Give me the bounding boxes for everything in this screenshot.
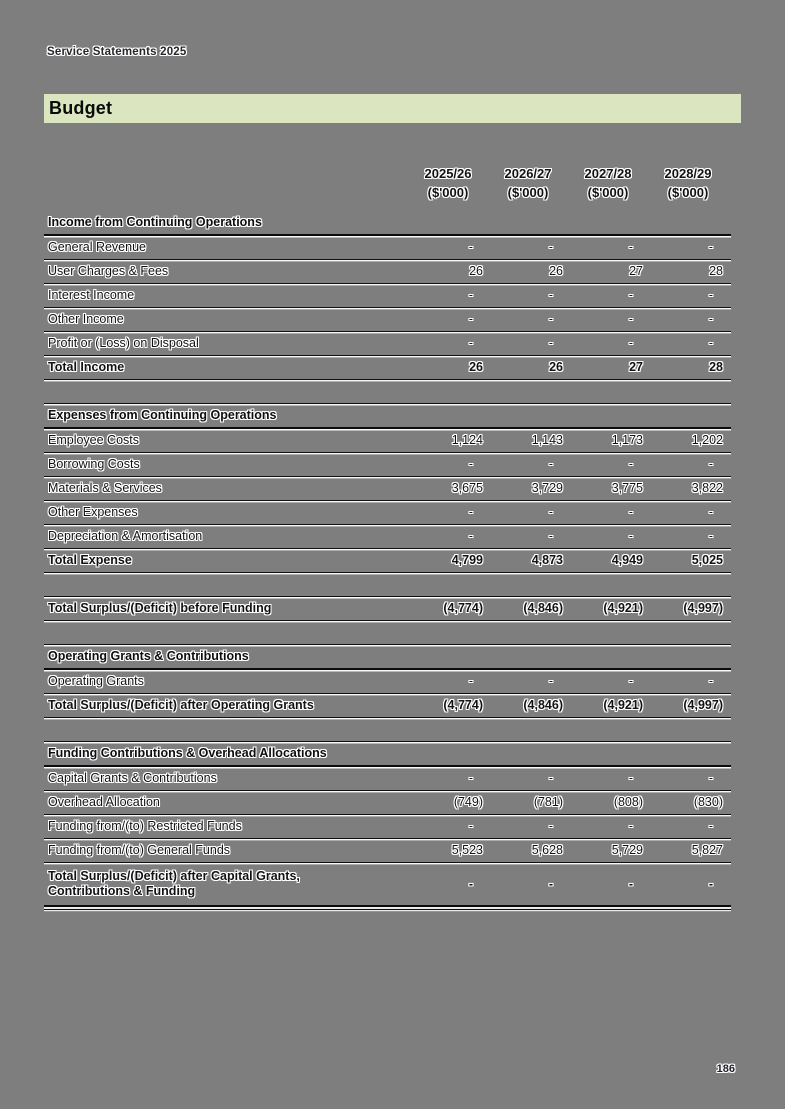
- cell-value: -: [548, 529, 553, 543]
- cell-value: 4,949: [611, 553, 643, 567]
- row-label: Profit or (Loss) on Disposal: [48, 336, 199, 350]
- cell-value: 27: [629, 360, 643, 374]
- row-label: User Charges & Fees: [48, 264, 169, 278]
- cell-value: -: [708, 771, 713, 785]
- cell-value: (4,921): [603, 698, 643, 712]
- cell-value: -: [468, 457, 473, 471]
- cell-value: (749): [453, 795, 483, 809]
- row-label: Capital Grants & Contributions: [48, 771, 217, 785]
- column-year: 2025/26: [424, 166, 472, 181]
- column-header-row: [44, 164, 731, 202]
- cell-value: (4,846): [523, 698, 563, 712]
- cell-value: (4,846): [523, 601, 563, 615]
- page-title: Budget: [49, 98, 113, 118]
- cell-value: -: [628, 771, 633, 785]
- column-unit: ($'000): [507, 185, 549, 200]
- closing-double-rule: [44, 905, 731, 910]
- row-label: Overhead Allocation: [48, 795, 160, 809]
- section-header: Expenses from Continuing Operations: [44, 404, 731, 429]
- cell-value: -: [708, 336, 713, 350]
- page-number: 186: [716, 1063, 735, 1075]
- row-label: Total Surplus/(Deficit) after Capital Grants, Contributions & Funding: [48, 869, 300, 898]
- total-row: [44, 693, 731, 718]
- cell-value: (4,774): [443, 601, 483, 615]
- section-header: Funding Contributions & Overhead Allocations: [44, 742, 731, 767]
- cell-value: 26: [469, 264, 483, 278]
- cell-value: -: [468, 240, 473, 254]
- cell-value: -: [468, 312, 473, 326]
- cell-value: -: [548, 876, 553, 891]
- column-header-spacer: [48, 164, 403, 202]
- row-label: Employee Costs: [48, 433, 140, 447]
- cell-value: -: [628, 240, 633, 254]
- table-row: [44, 790, 731, 814]
- cell-value: 1,202: [691, 433, 723, 447]
- cell-value: -: [548, 240, 553, 254]
- cell-value: (781): [533, 795, 563, 809]
- cell-value: 27: [629, 264, 643, 278]
- cell-value: -: [468, 336, 473, 350]
- column-year: 2028/29: [664, 166, 712, 181]
- row-label: Interest Income: [48, 288, 135, 302]
- row-label: Other Income: [48, 312, 124, 326]
- cell-value: -: [708, 819, 713, 833]
- cell-value: -: [628, 336, 633, 350]
- cell-value: -: [548, 288, 553, 302]
- cell-value: -: [708, 876, 713, 891]
- table-row: [44, 283, 731, 307]
- row-label: Materials & Services: [48, 481, 162, 495]
- column-header: [648, 164, 728, 202]
- row-label: Other Expenses: [48, 505, 138, 519]
- cell-value: (4,997): [683, 698, 723, 712]
- row-label: General Revenue: [48, 240, 146, 254]
- cell-value: -: [628, 819, 633, 833]
- cell-value: -: [708, 288, 713, 302]
- cell-value: (4,921): [603, 601, 643, 615]
- cell-value: -: [548, 771, 553, 785]
- cell-value: 5,729: [611, 843, 643, 857]
- cell-value: 5,628: [531, 843, 563, 857]
- cell-value: -: [548, 457, 553, 471]
- cell-value: 1,124: [451, 433, 483, 447]
- table-row: [44, 670, 731, 693]
- row-label: Borrowing Costs: [48, 457, 140, 471]
- cell-value: -: [628, 457, 633, 471]
- table-row: [44, 838, 731, 862]
- cell-value: 5,523: [451, 843, 483, 857]
- cell-value: 4,873: [531, 553, 563, 567]
- row-label: Depreciation & Amortisation: [48, 529, 203, 543]
- table-row: [44, 259, 731, 283]
- cell-value: -: [468, 819, 473, 833]
- cell-value: -: [708, 457, 713, 471]
- title-bar: [44, 94, 741, 123]
- cell-value: -: [628, 674, 633, 688]
- column-year: 2026/27: [504, 166, 552, 181]
- column-header: [568, 164, 648, 202]
- column-unit: ($'000): [667, 185, 709, 200]
- budget-table: [44, 164, 731, 910]
- cell-value: -: [548, 505, 553, 519]
- cell-value: -: [708, 505, 713, 519]
- cell-value: -: [628, 876, 633, 891]
- cell-value: 5,025: [691, 553, 723, 567]
- grand-total-row: [44, 862, 731, 905]
- row-label: Total Surplus/(Deficit) before Funding: [48, 601, 272, 615]
- cell-value: (4,997): [683, 601, 723, 615]
- cell-value: (830): [693, 795, 723, 809]
- column-unit: ($'000): [427, 185, 469, 200]
- cell-value: -: [548, 336, 553, 350]
- cell-value: -: [468, 288, 473, 302]
- table-row: [44, 236, 731, 259]
- cell-value: 1,143: [531, 433, 563, 447]
- cell-value: -: [708, 240, 713, 254]
- cell-value: 1,173: [611, 433, 643, 447]
- cell-value: 3,822: [691, 481, 723, 495]
- table-row: [44, 452, 731, 476]
- total-row: [44, 355, 731, 380]
- cell-value: 28: [709, 264, 723, 278]
- total-row: [44, 597, 731, 621]
- cell-value: 4,799: [451, 553, 483, 567]
- cell-value: -: [468, 505, 473, 519]
- cell-value: (4,774): [443, 698, 483, 712]
- cell-value: 5,827: [691, 843, 723, 857]
- cell-value: -: [548, 312, 553, 326]
- table-row: [44, 767, 731, 790]
- row-label: Total Surplus/(Deficit) after Operating Grants: [48, 698, 314, 712]
- running-header: Service Statements 2025: [47, 46, 187, 58]
- table-row: [44, 524, 731, 548]
- cell-value: -: [468, 876, 473, 891]
- column-unit: ($'000): [587, 185, 629, 200]
- column-header: [408, 164, 488, 202]
- cell-value: -: [468, 674, 473, 688]
- cell-value: -: [468, 771, 473, 785]
- section-header: Operating Grants & Contributions: [44, 645, 731, 670]
- cell-value: -: [708, 312, 713, 326]
- cell-value: -: [708, 674, 713, 688]
- section-income: [44, 211, 731, 380]
- cell-value: 3,675: [451, 481, 483, 495]
- section-funding-contributions: [44, 741, 731, 910]
- section-expenses: [44, 403, 731, 573]
- cell-value: -: [628, 505, 633, 519]
- row-label: Operating Grants: [48, 674, 144, 688]
- table-row: [44, 429, 731, 452]
- cell-value: -: [628, 288, 633, 302]
- column-header: [488, 164, 568, 202]
- section-operating-grants: [44, 644, 731, 718]
- cell-value: 28: [709, 360, 723, 374]
- section-surplus-before-funding: [44, 596, 731, 621]
- table-row: [44, 331, 731, 355]
- cell-value: -: [548, 819, 553, 833]
- cell-value: -: [708, 529, 713, 543]
- row-label: Funding from/(to) General Funds: [48, 843, 231, 857]
- cell-value: 3,775: [611, 481, 643, 495]
- row-label: Total Expense: [48, 553, 132, 567]
- cell-value: 26: [469, 360, 483, 374]
- table-row: [44, 814, 731, 838]
- cell-value: -: [628, 312, 633, 326]
- section-header: Income from Continuing Operations: [44, 211, 731, 236]
- table-row: [44, 307, 731, 331]
- cell-value: (808): [613, 795, 643, 809]
- cell-value: 26: [549, 264, 563, 278]
- column-year: 2027/28: [584, 166, 632, 181]
- row-label: Funding from/(to) Restricted Funds: [48, 819, 242, 833]
- cell-value: 26: [549, 360, 563, 374]
- table-row: [44, 476, 731, 500]
- cell-value: 3,729: [531, 481, 563, 495]
- table-row: [44, 500, 731, 524]
- row-label: Total Income: [48, 360, 125, 374]
- total-row: [44, 548, 731, 573]
- cell-value: -: [628, 529, 633, 543]
- cell-value: -: [548, 674, 553, 688]
- cell-value: -: [468, 529, 473, 543]
